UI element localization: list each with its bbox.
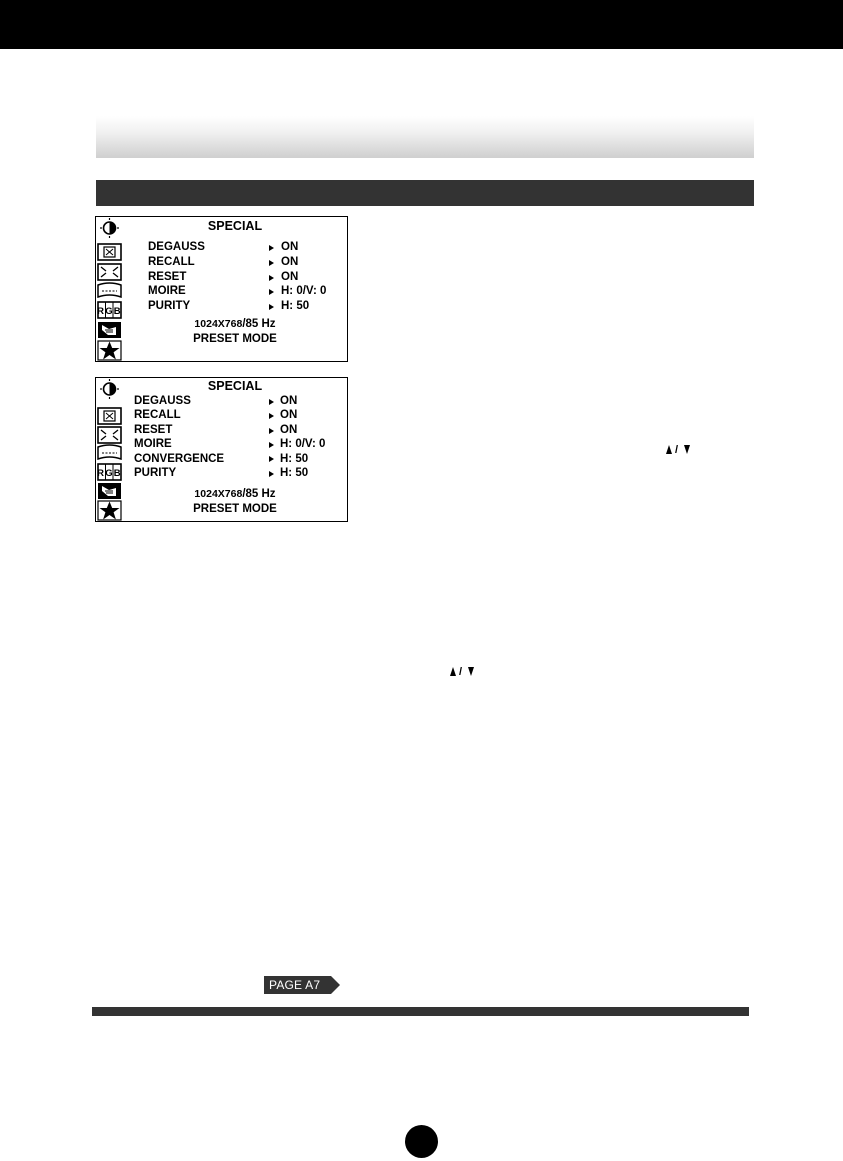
right-arrow-icon — [269, 289, 274, 295]
language-icon — [98, 322, 121, 338]
position-icon — [98, 408, 121, 424]
osd-label: DEGAUSS — [148, 241, 205, 253]
right-arrow-icon — [269, 471, 274, 477]
special-star-icon — [98, 341, 121, 360]
right-arrow-icon — [269, 399, 274, 405]
osd-value: ON — [281, 271, 299, 283]
osd-title: SPECIAL — [207, 379, 263, 393]
right-arrow-icon — [269, 428, 274, 434]
osd-label: PURITY — [134, 467, 177, 479]
osd-value: H: 50 — [280, 467, 309, 479]
up-arrow-icon — [450, 667, 456, 676]
size-icon — [98, 264, 121, 280]
osd-mode: PRESET MODE — [193, 503, 277, 515]
slash-separator: / — [675, 444, 679, 456]
rgb-icon — [97, 464, 122, 480]
osd-value: ON — [281, 256, 299, 268]
refresh-rate: /85 Hz — [242, 318, 276, 330]
right-arrow-icon — [269, 245, 274, 251]
right-arrow-icon — [269, 442, 274, 448]
osd-value: ON — [280, 395, 298, 407]
right-arrow-icon — [269, 275, 274, 281]
bottom-rule — [92, 1007, 749, 1016]
right-arrow-icon — [269, 260, 274, 266]
contrast-icon — [100, 218, 119, 238]
osd-label: RESET — [134, 424, 173, 436]
page-tag-label: PAGE A7 — [269, 978, 321, 992]
geometry-icon — [98, 283, 121, 297]
osd-value: H: 50 — [281, 300, 310, 312]
rgb-icon-text: RGB — [97, 468, 122, 479]
osd-label: RECALL — [148, 256, 195, 268]
osd-value: ON — [280, 424, 298, 436]
osd-resolution — [123, 488, 347, 500]
language-icon — [98, 483, 121, 499]
up-arrow-icon — [666, 445, 672, 454]
osd-label: RESET — [148, 271, 187, 283]
osd-title: SPECIAL — [207, 219, 263, 233]
refresh-rate: /85 Hz — [242, 488, 276, 500]
osd-screen-1 — [95, 216, 348, 362]
osd-value: H: 50 — [280, 453, 309, 465]
geometry-icon — [98, 445, 121, 459]
slash-separator: / — [459, 666, 463, 678]
rgb-icon — [97, 302, 122, 318]
page-tag[interactable] — [264, 976, 340, 994]
right-arrow-icon — [269, 304, 274, 310]
osd-label: PURITY — [148, 300, 191, 312]
osd-value: ON — [281, 241, 299, 253]
osd-label: CONVERGENCE — [134, 453, 225, 465]
top-bar — [0, 0, 843, 49]
right-arrow-icon — [269, 413, 274, 419]
size-icon — [98, 427, 121, 443]
osd-icon-column — [96, 217, 123, 361]
osd-label: MOIRE — [148, 285, 186, 297]
osd-screen-2 — [95, 377, 348, 522]
osd-icon-column — [96, 378, 123, 521]
resolution-value: 1024X768 — [194, 488, 243, 500]
special-star-icon — [98, 501, 121, 520]
right-arrow-icon — [269, 456, 274, 462]
contrast-icon — [100, 379, 119, 399]
osd-value: H: 0/V: 0 — [280, 438, 326, 450]
section-bar — [96, 180, 754, 206]
resolution-value: 1024X768 — [194, 318, 243, 330]
osd-label: DEGAUSS — [134, 395, 191, 407]
position-icon — [98, 244, 121, 260]
page-number-badge — [405, 1125, 438, 1158]
down-arrow-icon — [468, 667, 474, 676]
title-band — [96, 116, 754, 158]
osd-mode: PRESET MODE — [193, 333, 277, 345]
down-arrow-icon — [684, 445, 690, 454]
osd-value: H: 0/V: 0 — [281, 285, 327, 297]
osd-label: MOIRE — [134, 438, 172, 450]
osd-resolution — [123, 318, 347, 330]
osd-label: RECALL — [134, 409, 181, 421]
rgb-icon-text: RGB — [97, 306, 122, 317]
osd-value: ON — [280, 409, 298, 421]
